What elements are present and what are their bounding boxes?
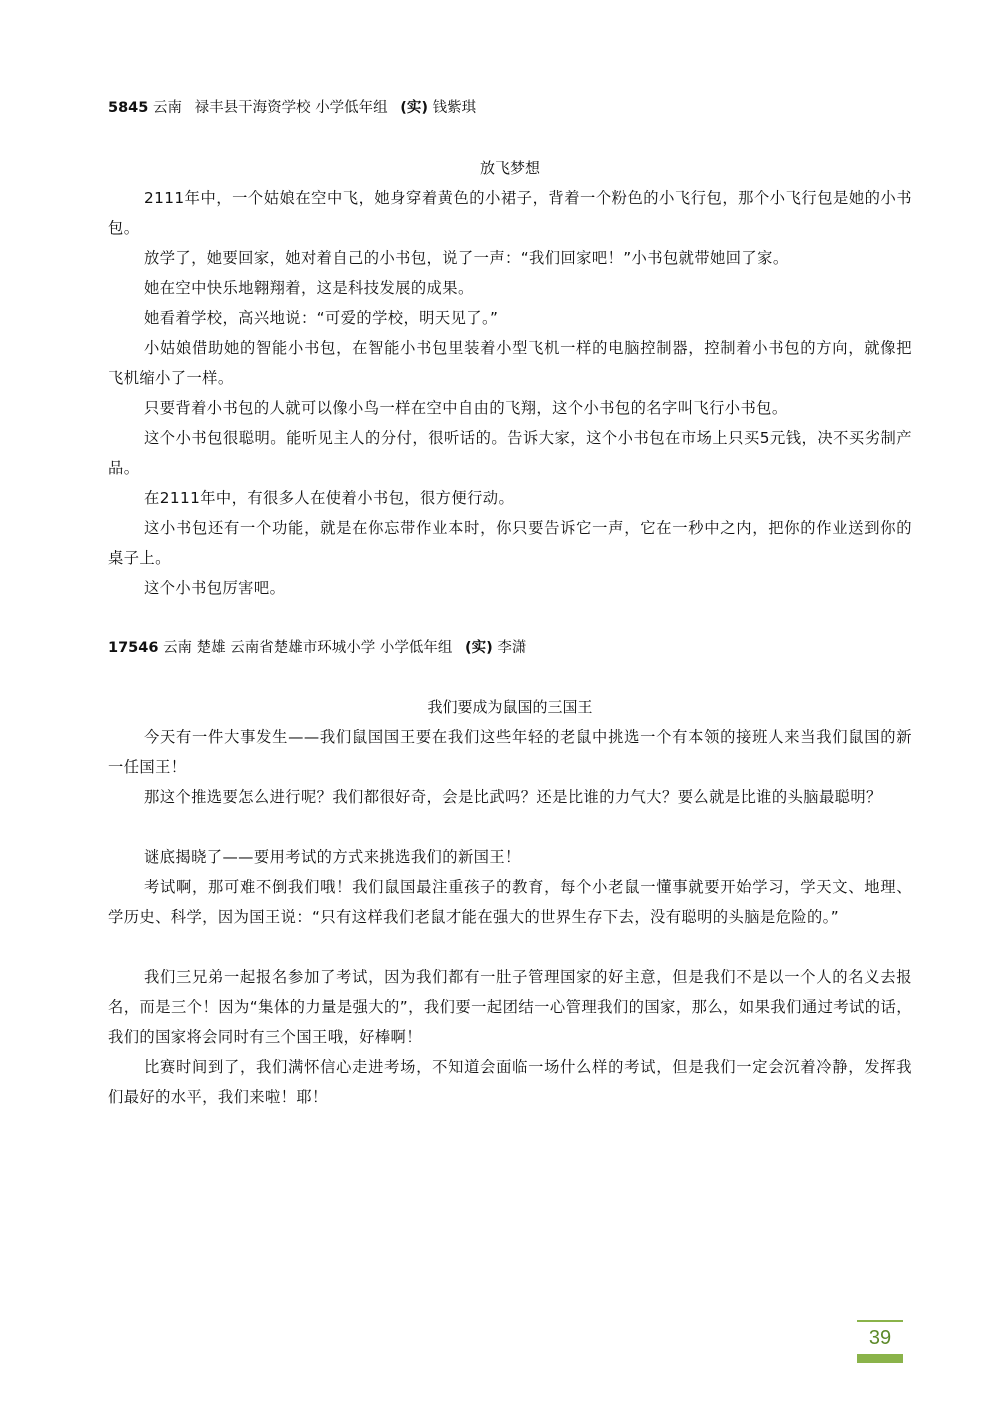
entry-header [108,638,526,658]
entry-school: 禄丰县干海资学校 [194,100,311,116]
paragraph: 比赛时间到了，我们满怀信心走进考场，不知道会面临一场什么样的考试，但是我们一定会沉着冷静，发挥我们最好的水平，我们来啦！耶！ [108,1058,912,1106]
entry-province: 云南 [163,640,193,656]
paragraph: 只要背着小书包的人就可以像小鸟一样在空中自由的飞翔，这个小书包的名字叫飞行小书包。 [144,399,788,417]
paragraph: 小姑娘借助她的智能小书包，在智能小书包里装着小型飞机一样的电脑控制器，控制着小书包的方向，就像把飞机缩小了一样。 [108,339,912,387]
page-number-bar [857,1354,903,1363]
entry-number: 5845 [108,100,149,116]
paragraph: 放学了，她要回家，她对着自己的小书包，说了一声：“我们回家吧！”小书包就带她回了家。 [144,249,789,267]
paragraph: 在2111年中，有很多人在使着小书包，很方便行动。 [144,489,515,507]
paragraph: 她看着学校，高兴地说：“可爱的学校，明天见了。” [144,309,499,327]
entry-group: 小学低年组 [315,100,388,116]
entry-province: 云南 [152,100,182,116]
page-number: 39 [868,1327,892,1349]
paragraph: 这小书包还有一个功能，就是在你忘带作业本时，你只要告诉它一声，它在一秒中之内，把你的作业送到你的桌子上。 [108,519,912,567]
paragraph: 谜底揭晓了——要用考试的方式来挑选我们的新国王！ [144,848,521,866]
entry-city: 楚雄 [196,640,226,656]
paragraph: 这个小书包很聪明。能听见主人的分付，很听话的。告诉大家，这个小书包在市场上只买5元钱，决不买劣制产品。 [108,429,912,477]
paragraph: 她在空中快乐地翱翔着，这是科技发展的成果。 [144,279,474,297]
page-number-top-rule [857,1320,903,1322]
paragraph: 今天有一件大事发生——我们鼠国国王要在我们这些年轻的老鼠中挑选一个有本领的接班人来当我们鼠国的新一任国王！ [108,728,912,776]
entry-author: 李潇 [497,640,527,656]
paragraph: 那这个推选要怎么进行呢？我们都很好奇，会是比武吗？还是比谁的力气大？要么就是比谁的头脑最聪明？ [144,788,882,806]
paragraph: 这个小书包厉害吧。 [144,579,286,597]
paragraph: 我们三兄弟一起报名参加了考试，因为我们都有一肚子管理国家的好主意，但是我们不是以一个人的名义去报名，而是三个！因为“集体的力量是强大的”，我们要一起团结一心管理我们的国家，那么，如果我们通过考试的话，我们的国家将会同时有三个国王哦，好棒啊！ [108,968,912,1046]
entry-school: 云南省楚雄市环城小学 [230,640,376,656]
paragraph: 2111年中，一个姑娘在空中飞，她身穿着黄色的小裙子，背着一个粉色的小飞行包，那个小飞行包是她的小书包。 [108,189,912,237]
entry-tag: (实) [400,100,429,116]
paragraph: 考试啊，那可难不倒我们哦！我们鼠国最注重孩子的教育，每个小老鼠一懂事就要开始学习，学天文、地理、学历史、科学，因为国王说：“只有这样我们老鼠才能在强大的世界生存下去，没有聪明的头脑是危险的。” [108,878,912,926]
essay-title: 我们要成为鼠国的三国王 [427,698,593,716]
essay-title: 放飞梦想 [479,159,540,177]
entry-header [108,98,476,118]
entry-author: 钱紫琪 [432,100,477,116]
entry-number: 17546 [108,640,159,656]
page-number-badge [857,1320,903,1363]
entry-tag: (实) [465,640,493,656]
entry-group: 小学低年组 [379,640,453,656]
